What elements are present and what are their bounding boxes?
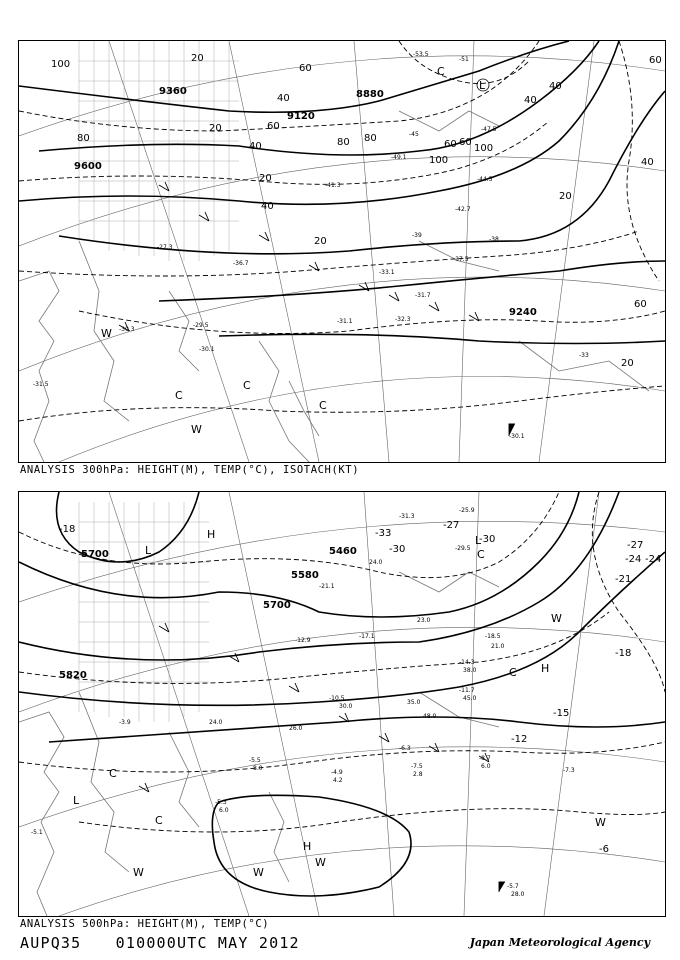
isotherm-label: -24 [645,554,662,565]
isotherm-label: -30 [389,544,406,555]
height-label: 5700 [81,549,109,560]
dewpoint-value: 8.0 [253,765,263,772]
center-letter: L [145,544,152,557]
isotherm-label: -15 [553,708,570,719]
dewpoint-value: 4.2 [333,777,343,784]
dewpoint-value: 48.0 [423,713,437,720]
isotach-label: 40 [524,95,537,106]
height-label: 5700 [263,600,291,611]
isotherm-label: -6 [599,844,609,855]
center-letter: C [109,767,117,780]
jet-hatching [79,41,239,261]
station-temp: -37.5 [453,256,469,263]
cold-hatching [79,502,209,722]
center-letter: L [73,794,80,807]
valid-time: 010000UTC MAY 2012 [115,934,300,952]
station-temp: -5.3 [215,799,227,806]
isotherm-label: -33 [375,528,392,539]
height-label: 9600 [74,161,102,172]
center-letter: C [477,548,485,561]
isotach-label: 20 [314,236,327,247]
station-temp: -42.7 [455,206,471,213]
dewpoint-value: 23.0 [417,617,431,624]
station-temp: -29.5 [455,545,471,552]
station-temp: -31.5 [33,381,49,388]
chart-code: AUPQ35 [20,934,82,952]
station-temp: -18.5 [485,633,501,640]
center-letter: C [175,389,183,402]
center-letter: H [207,528,216,541]
height-label: 9120 [287,111,315,122]
station-temp: -45 [409,131,419,138]
station-temp: -33 [579,352,589,359]
center-letter: W [133,866,144,879]
isotach-label: 40 [641,157,654,168]
isotherm-label: -18 [615,648,632,659]
isotach-label: 40 [277,93,290,104]
station-temp: -8.7 [479,755,491,762]
isotach-label: 20 [209,123,222,134]
isotach-label: 40 [549,81,562,92]
station-temp: -3.9 [119,719,131,726]
isotherm-label: -21 [615,574,632,585]
center-letter: H [541,662,550,675]
isotach-label: 80 [77,133,90,144]
center-letter: C [437,65,445,78]
isotach-label: 20 [191,53,204,64]
isotherm-label: -18 [59,524,76,535]
agency-name: Japan Meteorological Agency [469,936,650,949]
station-temp: -17.1 [359,633,375,640]
station-temp: -44.5 [477,176,493,183]
station-temp: -36.7 [233,260,249,267]
isotach-label: 40 [261,201,274,212]
caption-500hpa: ANALYSIS 500hPa: HEIGHT(M), TEMP(°C) [20,918,270,930]
station-temp: -10.5 [329,695,345,702]
wind-barbs [139,623,505,892]
station-temp: -5.7 [507,883,519,890]
center-letter: W [551,612,562,625]
center-letter: W [101,327,112,340]
station-temp: -4.9 [331,769,343,776]
station-temp: -12.9 [295,637,311,644]
isotach-label: 40 [249,141,262,152]
dewpoint-value: 2.8 [413,771,423,778]
height-label: 8880 [356,89,384,100]
dewpoint-value: 30.0 [339,703,353,710]
dewpoint-value: 6.0 [219,807,229,814]
map-500hpa-canvas [19,492,665,916]
station-temp: -31.3 [399,513,415,520]
dewpoint-value: 28.0 [511,891,525,898]
isotherm-label: -12 [511,734,528,745]
dewpoint-value: 45.0 [463,695,477,702]
isotach-label: 80 [364,133,377,144]
isotach-label: 60 [649,55,662,66]
height-label: 5460 [329,546,357,557]
height-label: 5580 [291,570,319,581]
station-temp: -32.3 [395,316,411,323]
station-temp: -7.3 [563,767,575,774]
station-temp: -21.1 [319,583,335,590]
analysis-300hpa-map [18,40,666,463]
center-letter: W [315,856,326,869]
isotach-label: 60 [459,137,472,148]
center-letter: W [595,816,606,829]
station-temp: -25.9 [459,507,475,514]
station-temp: -29.5 [193,322,209,329]
height-label-group [59,546,357,681]
isotach-label: 100 [51,59,71,70]
station-temp: -30.1 [509,433,525,440]
dewpoint-value: 21.0 [491,643,505,650]
station-temp: -39 [412,232,422,239]
chart-identifier [20,934,324,952]
station-temp-group [33,51,589,440]
dewpoint-value: 24.0 [369,559,383,566]
station-temp: -6.3 [399,745,411,752]
isotherm-label: -24 [625,554,642,565]
analysis-500hpa-map [18,491,666,917]
coastlines [19,111,649,462]
isotach-label: 20 [559,191,572,202]
isotach-label: 100 [474,143,494,154]
isotach-label: 60 [267,121,280,132]
center-letter: C [509,666,517,679]
center-letter: W [253,866,264,879]
station-temp: -5.5 [249,757,261,764]
station-temp: -38 [489,236,499,243]
station-temp: -49.1 [391,154,407,161]
center-letter: L [479,79,486,92]
isotach-label: 100 [429,155,449,166]
station-temp: -30.3 [119,326,135,333]
dewpoint-value: 38.0 [463,667,477,674]
height-label: 9240 [509,307,537,318]
station-temp: -5.1 [31,829,43,836]
isotach-label: 80 [337,137,350,148]
station-temp: -41.3 [325,182,341,189]
station-temp: -11.7 [459,687,475,694]
station-temp: -33.1 [379,269,395,276]
dewpoint-value: 26.0 [289,725,303,732]
station-temp: -30.1 [199,346,215,353]
station-temp: -7.5 [411,763,423,770]
map-300hpa-canvas [19,41,665,462]
isotherm-label: -27 [443,520,460,531]
station-temp: -31.7 [415,292,431,299]
station-temp: -14.3 [459,659,475,666]
isotach-label: 60 [444,139,457,150]
height-label: 5820 [59,670,87,681]
center-letter: C [155,814,163,827]
dewpoint-value: 35.0 [407,699,421,706]
isotach-label: 20 [621,358,634,369]
station-temp: -51 [459,56,469,63]
station-temp: -47.5 [481,126,497,133]
station-temp: -53.5 [413,51,429,58]
isotach-label: 60 [299,63,312,74]
isotherm-label: -30 [479,534,496,545]
isotherm-label: -27 [627,540,644,551]
center-letter: C [319,399,327,412]
center-letter: C [243,379,251,392]
isotach-label: 60 [634,299,647,310]
station-temp: -31.1 [337,318,353,325]
station-temp: -27.3 [157,244,173,251]
height-label: 9360 [159,86,187,97]
isotach-label: 20 [259,173,272,184]
dewpoint-value: 6.0 [481,763,491,770]
center-letter: L [475,534,482,547]
center-letter: H [303,840,312,853]
caption-300hpa: ANALYSIS 300hPa: HEIGHT(M), TEMP(°C), ISOTACH(KT) [20,464,360,476]
dewpoint-value: 24.0 [209,719,223,726]
center-letter: W [191,423,202,436]
